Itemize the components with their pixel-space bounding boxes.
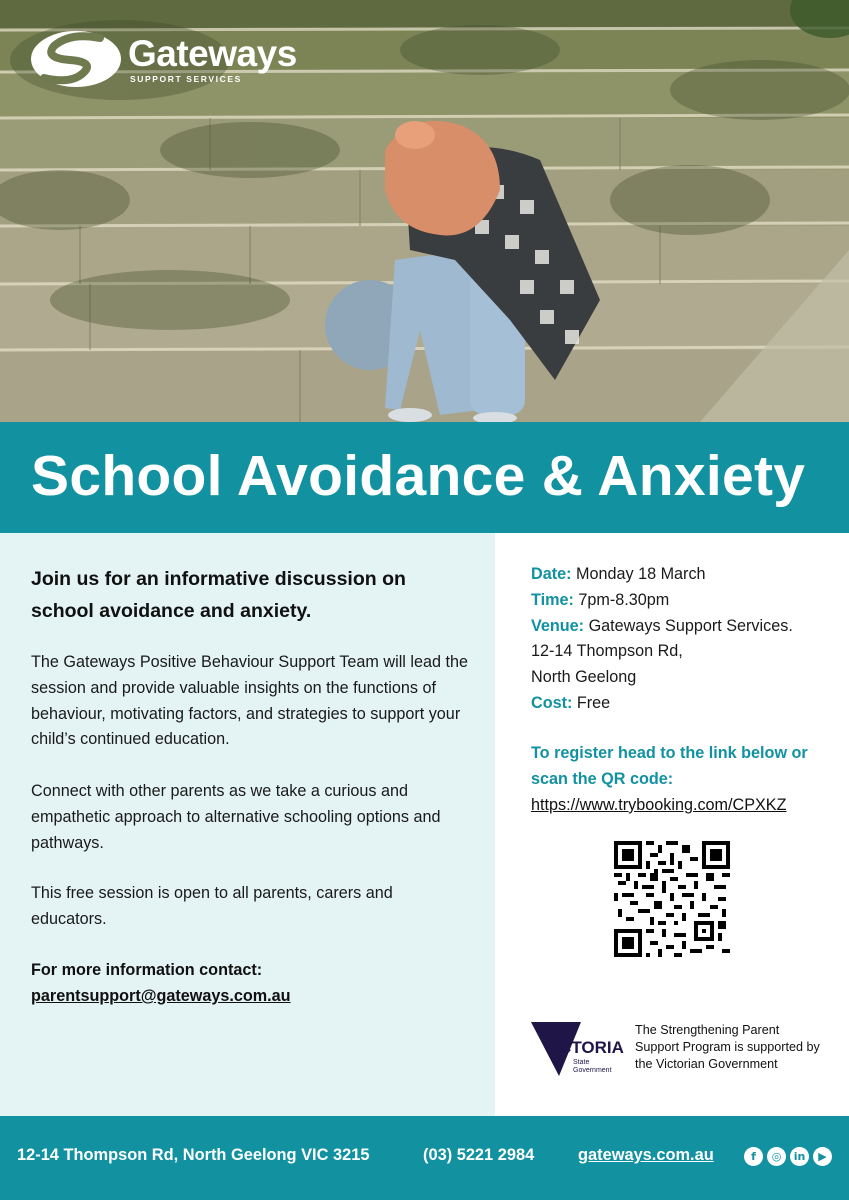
time-value: 7pm-8.30pm <box>578 590 670 609</box>
victoria-logo-sub2: Government <box>573 1067 612 1074</box>
social-links <box>744 1147 832 1166</box>
brand-name: Gateways <box>128 32 297 74</box>
cost-row <box>531 691 841 717</box>
page-title: School Avoidance & Anxiety <box>31 444 806 508</box>
footer-phone[interactable]: (03) 5221 2984 <box>423 1146 535 1164</box>
register-link[interactable]: https://www.trybooking.com/CPXKZ <box>531 796 787 814</box>
gateways-swirl-icon <box>30 28 122 90</box>
victoria-logo-word: VICTORIA <box>543 1038 624 1057</box>
intro-heading: Join us for an informative discussion on school avoidance and anxiety. <box>31 568 406 622</box>
event-details-panel <box>495 533 849 1116</box>
contact-email-link[interactable]: parentsupport@gateways.com.au <box>31 987 291 1005</box>
time-label: Time: <box>531 590 574 609</box>
linkedin-icon[interactable]: in <box>790 1147 809 1166</box>
gateways-logo <box>30 28 297 90</box>
cost-value: Free <box>576 693 611 712</box>
venue-row <box>531 614 841 640</box>
venue-label: Venue: <box>531 616 585 635</box>
register-instructions: To register head to the link below or scan the QR code: <box>531 744 808 788</box>
date-value: Monday 18 March <box>575 565 706 583</box>
description-panel <box>0 533 495 1116</box>
hero-photo <box>0 0 849 422</box>
cost-label: Cost: <box>531 693 573 712</box>
youtube-icon[interactable]: ▶ <box>813 1147 832 1166</box>
footer-website-link[interactable]: gateways.com.au <box>578 1146 714 1164</box>
qr-code[interactable] <box>614 841 730 957</box>
victoria-logo-sub1: State <box>573 1059 590 1066</box>
date-label: Date: <box>531 565 572 583</box>
facebook-icon[interactable]: f <box>744 1147 763 1166</box>
brand-tagline: SUPPORT SERVICES <box>130 73 242 84</box>
sponsor-statement: The Strengthening Parent Support Program is supported by the Victorian Government <box>635 1023 820 1071</box>
venue-suburb: North Geelong <box>531 668 637 687</box>
date-row <box>531 562 841 588</box>
paragraph-free: This free session is open to all parents, carers and educators. <box>31 884 393 928</box>
paragraph-connect: Connect with other parents as we take a curious and empathetic approach to alternative schooling options and pathways. <box>31 782 441 852</box>
victoria-state-government-logo <box>529 1020 624 1078</box>
footer-address: 12-14 Thompson Rd, North Geelong VIC 3215 <box>17 1146 370 1164</box>
contact-label: For more information contact: <box>31 961 263 979</box>
footer <box>0 1116 849 1200</box>
paragraph-team: The Gateways Positive Behaviour Support Team will lead the session and provide valuable insights on the functions of behaviour, motivating factors, and strategies to support your child’s continued education. <box>31 653 468 749</box>
instagram-icon[interactable]: ◎ <box>767 1147 786 1166</box>
time-row <box>531 588 841 614</box>
title-band <box>0 422 849 533</box>
venue-value: Gateways Support Services. <box>588 616 793 635</box>
event-details <box>531 562 841 717</box>
venue-street: 12-14 Thompson Rd, <box>531 642 683 661</box>
